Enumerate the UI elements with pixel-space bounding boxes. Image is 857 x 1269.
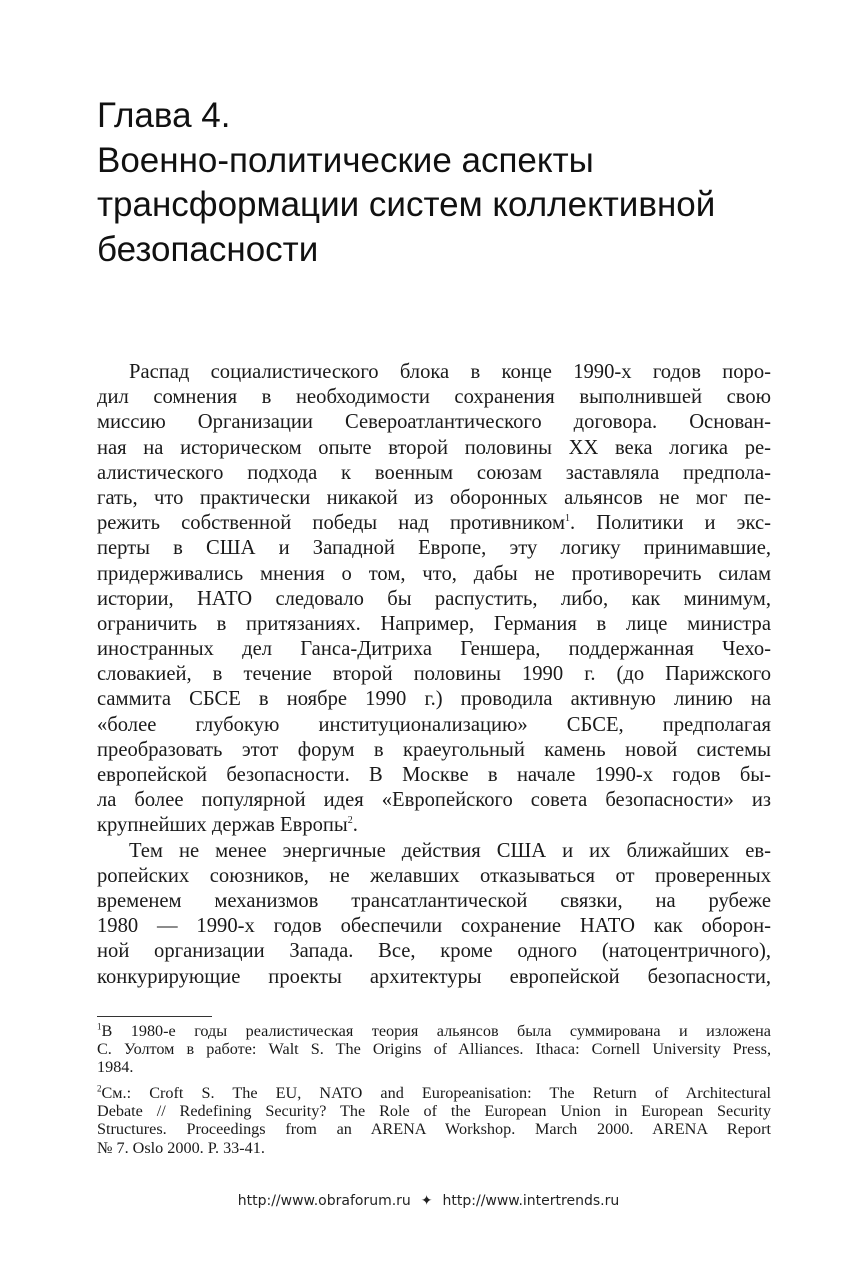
text-segment: В 1980-е годы реалистическая теория альянсов была суммирована и изложена bbox=[101, 1022, 771, 1040]
footnote-mark: 2 bbox=[97, 1083, 102, 1094]
footnote-2 bbox=[97, 1084, 771, 1157]
text-line: словакией, в течение второй половины 1990 г. (до Парижского bbox=[97, 663, 771, 686]
footnote-line bbox=[97, 1022, 771, 1040]
text-line: перты в США и Западной Европе, эту логику принимавшие, bbox=[97, 537, 771, 560]
footnote-ref-1[interactable]: 1 bbox=[564, 513, 570, 525]
footnote-line: № 7. Oslo 2000. P. 33-41. bbox=[97, 1138, 265, 1157]
text-line: преобразовать этот форум в краеугольный камень новой системы bbox=[97, 738, 771, 761]
text-line: конкурирующие проекты архитектуры европейской безопасности, bbox=[97, 965, 771, 988]
text-segment: режить собственной победы над противником bbox=[97, 512, 565, 535]
footnote-mark: 1 bbox=[97, 1021, 102, 1032]
text-line: ная на историческом опыте второй половины XX века логика ре- bbox=[97, 436, 771, 459]
text-line: ограничить в притязаниях. Например, Германия в лице министра bbox=[97, 612, 771, 635]
text-line: 1980 — 1990-х годов обеспечили сохранение НАТО как оборон- bbox=[97, 915, 771, 938]
text-line: истории, НАТО следовало бы распустить, либо, как минимум, bbox=[97, 587, 771, 610]
text-line: временем механизмов трансатлантической связки, на рубеже bbox=[97, 889, 771, 912]
text-line: Распад социалистического блока в конце 1990-х годов поро- bbox=[129, 361, 771, 383]
text-line: ной организации Запада. Все, кроме одного (натоцентричного), bbox=[97, 940, 771, 963]
text-line: ла более популярной идея «Европейского совета безопасности» из bbox=[97, 789, 771, 812]
text-line: алистического подхода к военным союзам заставляла предпола- bbox=[97, 461, 771, 484]
footnote-1 bbox=[97, 1022, 771, 1077]
text-line: европейской безопасности. В Москве в начале 1990-х годов бы- bbox=[97, 764, 771, 786]
text-line: миссию Организации Североатлантического договора. Основан- bbox=[97, 411, 771, 434]
footnote-line: С. Уолтом в работе: Walt S. The Origins of Alliances. Ithaca: Cornell University Press, bbox=[97, 1040, 771, 1059]
footnote-divider bbox=[97, 1016, 212, 1017]
footnote-line bbox=[97, 1084, 771, 1102]
text-line: гать, что практически никакой из оборонных альянсов не мог пе- bbox=[97, 486, 771, 509]
text-segment: крупнейших держав Европы bbox=[97, 814, 348, 837]
text-line: дил сомнения в необходимости сохранения выполнившей свою bbox=[97, 386, 771, 409]
chapter-title bbox=[97, 94, 797, 272]
text-segment: . Политики и экс- bbox=[569, 512, 772, 535]
body-text bbox=[97, 360, 771, 990]
text-line: саммита СБСЕ в ноябре 1990 г.) проводила активную линию на bbox=[97, 688, 771, 711]
text-segment: . bbox=[352, 814, 358, 837]
star-separator-icon: ✦ bbox=[420, 1193, 433, 1209]
text-line: ропейских союзников, не желавших отказываться от проверенных bbox=[97, 864, 771, 887]
chapter-number: Глава 4. bbox=[97, 96, 231, 135]
footnote-ref-2[interactable]: 2 bbox=[347, 815, 353, 827]
footnote-line: 1984. bbox=[97, 1058, 134, 1077]
text-line: иностранных дел Ганса-Дитриха Геншера, поддержанная Чехо- bbox=[97, 638, 771, 661]
page-footer bbox=[0, 1192, 857, 1210]
text-line bbox=[97, 813, 771, 838]
text-line: Тем не менее энергичные действия США и их ближайших ев- bbox=[129, 839, 771, 862]
chapter-title-line: трансформации систем коллективной bbox=[97, 185, 716, 224]
footnote-line: Structures. Proceedings from an ARENA Workshop. March 2000. ARENA Report bbox=[97, 1120, 771, 1139]
text-line: «более глубокую институционализацию» СБСЕ, предполагая bbox=[97, 713, 771, 736]
text-segment: См.: Croft S. The EU, NATO and Europeanisation: The Return of Architectural bbox=[101, 1084, 771, 1102]
footer-link-obraforum[interactable]: http://www.obraforum.ru bbox=[237, 1193, 411, 1209]
chapter-title-line: безопасности bbox=[97, 229, 319, 269]
text-line: придерживались мнения о том, что, дабы не противоречить силам bbox=[97, 562, 771, 585]
chapter-title-line: Военно-политические аспекты bbox=[97, 140, 594, 180]
footnote-line: Debate // Redefining Security? The Role of the European Union in European Security bbox=[97, 1102, 771, 1121]
footer-link-intertrends[interactable]: http://www.intertrends.ru bbox=[442, 1193, 620, 1209]
text-line bbox=[97, 511, 771, 536]
